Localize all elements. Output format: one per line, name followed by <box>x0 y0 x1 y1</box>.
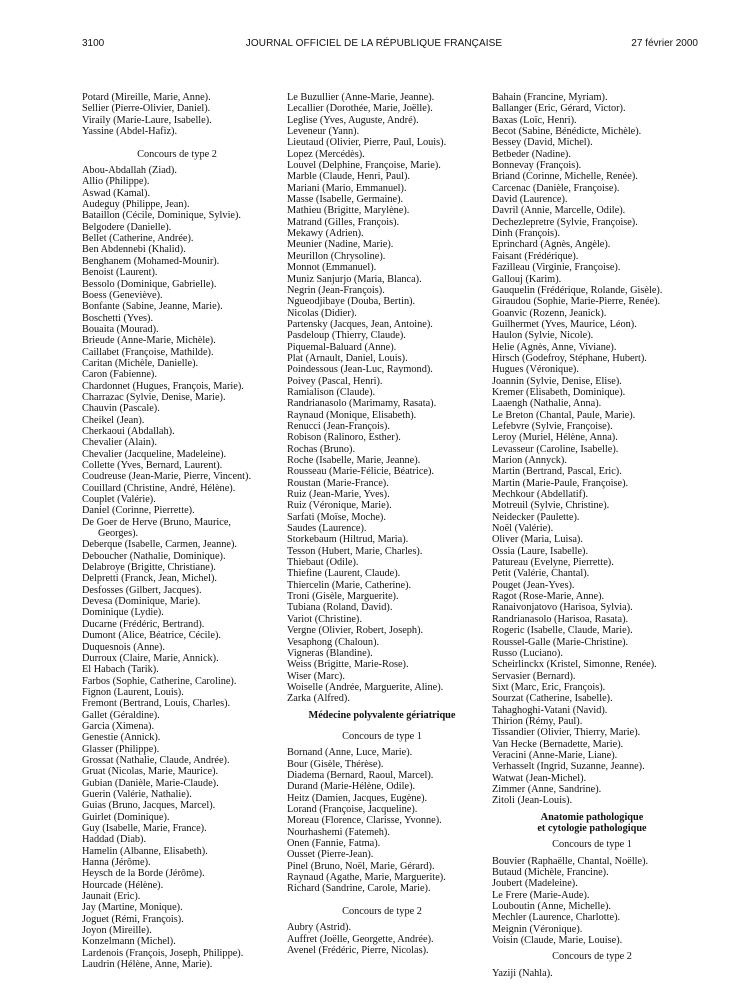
list-item: Konzelmann (Michel). <box>82 936 176 948</box>
list-item: Potard (Mireille, Marie, Anne). <box>82 92 211 103</box>
list-item: Roche (Isabelle, Marie, Jeanne). <box>287 455 421 466</box>
list-item: Hugues (Véronique). <box>492 364 579 376</box>
list-item: Oliver (Maria, Luisa). <box>492 534 583 546</box>
list-item: Heysch de la Borde (Jérôme). <box>82 868 205 880</box>
list-item: Laudrin (Hélène, Anne, Marie). <box>82 959 213 971</box>
list-item: Charrazac (Sylvie, Denise, Marie). <box>82 391 226 403</box>
specialty-heading-line2: et cytologie pathologique <box>537 823 647 834</box>
list-item: Gruat (Nicolas, Marie, Maurice). <box>82 766 219 778</box>
column-right <box>492 92 692 979</box>
competition-heading: Concours de type 2 <box>342 906 422 918</box>
list-item: Le Frere (Marie-Aude). <box>492 889 590 901</box>
list-item: Davril (Annie, Marcelle, Odile). <box>492 205 626 217</box>
name-list <box>287 922 477 956</box>
list-item: Brieude (Anne-Marie, Michèle). <box>82 335 216 347</box>
list-item: Leroy (Muriel, Hélène, Anna). <box>492 432 618 444</box>
list-item: Lieutaud (Olivier, Pierre, Paul, Louis). <box>287 137 447 149</box>
list-item: Bouvier (Raphaëlle, Chantal, Noëlle). <box>492 855 649 867</box>
list-item: Hourcade (Hélène). <box>82 879 164 891</box>
list-item: Gallet (Géraldine). <box>82 709 160 721</box>
list-item: Allio (Philippe). <box>82 176 150 188</box>
list-item: Plat (Arnault, Daniel, Louis). <box>287 352 408 364</box>
list-item: Louvel (Delphine, Françoise, Marie). <box>287 160 441 172</box>
list-item: Ben Abdennebi (Khalid). <box>82 244 186 256</box>
list-item: Mekawy (Adrien). <box>287 228 364 240</box>
list-item: Bonfante (Sabine, Jeanne, Marie). <box>82 301 223 313</box>
list-item: Dumont (Alice, Béatrice, Cécile). <box>82 630 221 642</box>
list-item: Lopez (Mercédès). <box>287 148 365 160</box>
list-item: Lorand (Françoise, Jacqueline). <box>287 803 418 815</box>
list-item: Heitz (Damien, Jacques, Eugène). <box>287 792 428 804</box>
list-item: Delabroye (Brigitte, Christiane). <box>82 562 216 574</box>
name-list <box>492 856 692 947</box>
competition-heading: Concours de type 2 <box>552 951 632 963</box>
list-item: Zarka (Alfred). <box>287 693 350 705</box>
name-list <box>287 747 477 894</box>
list-item: Pouget (Jean-Yves). <box>492 579 575 591</box>
list-item: Mechler (Laurence, Charlotte). <box>492 912 621 924</box>
list-item: Ossia (Laure, Isabelle). <box>492 545 589 557</box>
specialty-heading: Médecine polyvalente gériatrique <box>308 709 456 721</box>
list-item: Jay (Martine, Monique). <box>82 902 183 914</box>
list-item: Belgodere (Danielle). <box>82 221 172 233</box>
name-list <box>492 92 692 807</box>
list-item: Louboutin (Anne, Michelle). <box>492 901 611 913</box>
list-item: Storkebaum (Hiltrud, Maria). <box>287 534 409 546</box>
list-item: Randrianasolo (Marimamy, Rasata). <box>287 398 437 410</box>
list-item: Caron (Fabienne). <box>82 369 157 381</box>
list-item: Ducarne (Frédéric, Bertrand). <box>82 618 205 630</box>
list-item: Eprinchard (Agnès, Angèle). <box>492 239 611 251</box>
list-item: Hanna (Jérôme). <box>82 857 151 869</box>
list-item: Martin (Bertrand, Pascal, Eric). <box>492 466 622 478</box>
list-item: Vergne (Olivier, Robert, Joseph). <box>287 625 424 637</box>
list-item: Joubert (Madeleine). <box>492 878 578 890</box>
list-item: Nourhashemi (Fatemeh). <box>287 826 390 838</box>
list-item: Hirsch (Godefroy, Stéphane, Hubert). <box>492 352 647 364</box>
list-item: Bahain (Francine, Myriam). <box>492 92 608 103</box>
list-item: Russo (Luciano). <box>492 647 563 659</box>
name-list <box>82 539 272 970</box>
list-item: Joannin (Sylvie, Denise, Elise). <box>492 375 622 387</box>
list-item: Coudreuse (Jean-Marie, Pierre, Vincent). <box>82 471 252 483</box>
list-item: Thiercelin (Marie, Catherine). <box>287 579 412 591</box>
list-item: Desfosses (Gilbert, Jacques). <box>82 584 202 596</box>
list-item: Martin (Marie-Paule, Françoise). <box>492 477 629 489</box>
list-item: Poindessous (Jean-Luc, Raymond). <box>287 364 433 376</box>
name-list <box>287 92 477 705</box>
name-list <box>82 92 272 137</box>
list-item: Bataillon (Cécile, Dominique, Sylvie). <box>82 210 241 222</box>
list-item: Guy (Isabelle, Marie, France). <box>82 823 207 834</box>
list-item: Carcenac (Danièle, Françoise). <box>492 182 620 194</box>
list-item: Renucci (Jean-François). <box>287 420 390 432</box>
list-item: Motreuil (Sylvie, Christine). <box>492 500 610 512</box>
list-item: Meurillon (Chrysoline). <box>287 250 386 262</box>
list-item: Onen (Fannie, Fatma). <box>287 838 381 849</box>
list-item: Audeguy (Philippe, Jean). <box>82 199 190 211</box>
list-item: Thirion (Rémy, Paul). <box>492 715 583 727</box>
list-item: Vigneras (Blandine). <box>287 647 373 659</box>
list-item: Diadema (Bernard, Raoul, Marcel). <box>287 769 434 781</box>
list-item: Gallouj (Karim). <box>492 273 562 285</box>
list-item: Monnot (Emmanuel). <box>287 262 377 274</box>
list-item: Bonnevay (François). <box>492 160 582 172</box>
list-item: Bessey (David, Michel). <box>492 137 593 149</box>
list-item: Lefebvre (Sylvie, Françoise). <box>492 420 613 432</box>
list-item: Ramialison (Claude). <box>287 386 376 398</box>
list-item: Duquesnois (Anne). <box>82 641 165 653</box>
list-item: Marion (Annyck). <box>492 455 567 466</box>
list-item: Gauquelin (Frédérique, Rolande, Gisèle). <box>492 284 663 296</box>
list-item: Tahaghoghi-Vatani (Navid). <box>492 704 608 716</box>
list-item: Chevalier (Alain). <box>82 437 157 449</box>
list-item: Boess (Geneviève). <box>82 289 163 301</box>
competition-heading: Concours de type 2 <box>137 148 217 160</box>
list-item: Guerin (Valérie, Nathalie). <box>82 788 192 800</box>
list-item: Briand (Corinne, Michelle, Renée). <box>492 171 638 183</box>
list-item: Bellet (Catherine, Andrée). <box>82 233 194 245</box>
list-item: Raynaud (Monique, Elisabeth). <box>287 409 417 421</box>
list-item: Zitoli (Jean-Louis). <box>492 795 573 807</box>
name-list <box>82 165 272 517</box>
list-item: Kremer (Elisabeth, Dominique). <box>492 386 626 398</box>
list-item: Cherkaoui (Abdallah). <box>82 425 175 437</box>
list-item: Haulon (Sylvie, Nicole). <box>492 330 594 342</box>
list-item: Ruiz (Véronique, Marie). <box>287 500 392 512</box>
list-item: Durroux (Claire, Marie, Annick). <box>82 652 219 664</box>
list-item: Noël (Valérie). <box>492 523 554 535</box>
list-item: Pasdeloup (Thierry, Claude). <box>287 330 406 342</box>
list-item: Thiebaut (Odile). <box>287 557 359 569</box>
list-item: Guirlet (Dominique). <box>82 811 170 823</box>
list-item: Abou-Abdallah (Ziad). <box>82 165 177 177</box>
list-item: Couplet (Valérie). <box>82 494 156 506</box>
list-item: Verhasselt (Ingrid, Suzanne, Jeanne). <box>492 761 645 773</box>
list-item: Raynaud (Agathe, Marie, Marguerite). <box>287 872 446 884</box>
list-item: Avenel (Frédéric, Pierre, Nicolas). <box>287 945 429 957</box>
list-item-continuation: Georges). <box>98 528 139 540</box>
list-item: Zimmer (Anne, Sandrine). <box>492 783 602 795</box>
list-item: Becot (Sabine, Bénédicte, Michèle). <box>492 126 642 138</box>
list-item: Bessolo (Dominique, Gabrielle). <box>82 278 217 290</box>
list-item: Collette (Yves, Bernard, Laurent). <box>82 460 223 471</box>
list-item: Hamelin (Albanne, Elisabeth). <box>82 845 208 857</box>
list-item: Pinel (Bruno, Noël, Marie, Gérard). <box>287 860 435 872</box>
list-item: Lardenois (François, Joseph, Philippe). <box>82 947 244 959</box>
list-item: Yassine (Abdel-Hafiz). <box>82 126 178 138</box>
list-item: Mechkour (Abdellatif). <box>492 489 589 501</box>
list-item: Rogeric (Isabelle, Claude, Marie). <box>492 625 633 637</box>
list-item: Ranaivonjatovo (Harisoa, Sylvia). <box>492 602 633 614</box>
list-item: Tissandier (Olivier, Thierry, Marie). <box>492 727 641 739</box>
list-item: Rousseau (Marie-Félicie, Béatrice). <box>287 466 434 478</box>
list-item: Caritan (Michèle, Danielle). <box>82 357 199 369</box>
list-item: Robison (Ralinoro, Esther). <box>287 432 401 444</box>
list-item: Roustan (Marie-France). <box>287 477 389 489</box>
list-item: Le Breton (Chantal, Paule, Marie). <box>492 409 636 421</box>
list-item: Randrianasolo (Harisoa, Rasata). <box>492 613 629 625</box>
list-item: Goanvic (Rozenn, Jeanick). <box>492 307 607 319</box>
list-item: Benoist (Laurent). <box>82 267 158 279</box>
list-item: Farbos (Sophie, Catherine, Caroline). <box>82 675 237 687</box>
list-item: Grossat (Nathalie, Claude, Andrée). <box>82 754 230 766</box>
list-item: Partensky (Jacques, Jean, Antoine). <box>287 318 433 330</box>
list-item: Piquemal-Baluard (Anne). <box>287 341 397 353</box>
list-item: Delpretti (Franck, Jean, Michel). <box>82 573 217 585</box>
list-item: Ousset (Pierre-Jean). <box>287 849 374 861</box>
list-item: Masse (Isabelle, Germaine). <box>287 194 404 206</box>
list-item: Roussel-Galle (Marie-Christine). <box>492 636 629 648</box>
list-item: Le Buzullier (Anne-Marie, Jeanne). <box>287 92 435 103</box>
list-item: Fazilleau (Virginie, Françoise). <box>492 262 621 274</box>
list-item: Sixt (Marc, Eric, François). <box>492 681 606 693</box>
list-item: Mathieu (Brigitte, Marylène). <box>287 205 410 217</box>
list-item: Patureau (Evelyne, Pierrette). <box>492 557 614 569</box>
list-item: Giraudou (Sophie, Marie-Pierre, Renée). <box>492 296 661 308</box>
list-item: Boschetti (Yves). <box>82 312 154 324</box>
list-item: Garcia (Ximena). <box>82 720 155 732</box>
list-item: Wiser (Marc). <box>287 670 345 682</box>
column-middle <box>287 92 477 956</box>
list-item: Guias (Bruno, Jacques, Marcel). <box>82 800 216 812</box>
list-item: Voisin (Claude, Marie, Louise). <box>492 935 623 947</box>
list-item: Gubian (Danièle, Marie-Claude). <box>82 777 219 789</box>
list-item: Butaud (Michèle, Francine). <box>492 867 609 879</box>
list-item: Viraily (Marie-Laure, Isabelle). <box>82 114 212 126</box>
list-item: Sellier (Pierre-Olivier, Daniel). <box>82 103 211 115</box>
list-item: Marble (Claude, Henri, Paul). <box>287 171 410 183</box>
list-item: Variot (Christine). <box>287 613 362 625</box>
list-item: Matrand (Gilles, François). <box>287 216 400 228</box>
list-item: Chevalier (Jacqueline, Madeleine). <box>82 448 227 460</box>
list-item: El Habach (Tarik). <box>82 664 159 676</box>
list-item: David (Laurence). <box>492 194 568 206</box>
list-item: Genestie (Annick). <box>82 732 161 744</box>
list-item: Bouaita (Mourad). <box>82 323 159 335</box>
list-item: Van Hecke (Bernadette, Marie). <box>492 738 624 750</box>
list-item: Sarfati (Moïse, Moche). <box>287 511 386 523</box>
list-item: Jaunait (Eric). <box>82 891 141 903</box>
list-item: Troni (Gisèle, Marguerite). <box>287 591 399 603</box>
list-item: Benghanem (Mohamed-Mounir). <box>82 255 220 267</box>
specialty-heading: Anatomie pathologique <box>540 811 644 823</box>
list-item: Durand (Marie-Hélène, Odile). <box>287 781 416 793</box>
page-header <box>0 38 748 52</box>
list-item: Neidecker (Paulette). <box>492 511 580 523</box>
list-item: Cheikel (Jean). <box>82 414 145 426</box>
list-item: Ragot (Rose-Marie, Anne). <box>492 591 605 603</box>
list-item: Aubry (Astrid). <box>287 922 352 934</box>
list-item: Yaziji (Nahla). <box>492 967 553 979</box>
list-item: Dinh (François). <box>492 228 561 240</box>
list-item: Chardonnet (Hugues, François, Marie). <box>82 380 244 392</box>
list-item: Deberque (Isabelle, Carmen, Jeanne). <box>82 539 237 551</box>
competition-heading: Concours de type 1 <box>342 730 422 742</box>
list-item: Veracini (Anne-Marie, Liane). <box>492 749 618 761</box>
list-item: Baxas (Loïc, Henri). <box>492 114 577 126</box>
list-item: Haddad (Diab). <box>82 834 147 846</box>
list-item: Nicolas (Didier). <box>287 307 357 319</box>
list-item: Ballanger (Eric, Gérard, Victor). <box>492 103 626 115</box>
list-item: Thiefine (Laurent, Claude). <box>287 568 401 580</box>
list-item: Auffret (Joëlle, Georgette, Andrée). <box>287 933 434 945</box>
list-item: Levasseur (Caroline, Isabelle). <box>492 443 619 455</box>
list-item: Poivey (Pascal, Henri). <box>287 375 383 387</box>
list-item: De Goer de Herve (Bruno, Maurice, <box>82 516 231 528</box>
list-item: Lecallier (Dorothée, Marie, Joëlle). <box>287 103 433 115</box>
list-item: Petit (Valérie, Chantal). <box>492 568 590 580</box>
list-item: Joguet (Rémi, François). <box>82 913 184 925</box>
list-item: Deboucher (Nathalie, Dominique). <box>82 550 226 562</box>
list-item: Aswad (Kamal). <box>82 187 151 199</box>
list-item: Scheirlinckx (Kristel, Simonne, Renée). <box>492 659 657 671</box>
column-left <box>82 92 272 970</box>
list-item: Devesa (Dominique, Marie). <box>82 596 201 608</box>
list-item: Caillabet (Françoise, Mathilde). <box>82 346 214 358</box>
journal-title: JOURNAL OFFICIEL DE LA RÉPUBLIQUE FRANÇAISE <box>245 38 503 49</box>
list-item: Tubiana (Roland, David). <box>287 602 393 614</box>
list-item: Bour (Gisèle, Thérèse). <box>287 758 384 770</box>
list-item: Daniel (Corinne, Pierrette). <box>82 505 195 517</box>
list-item: Betbeder (Nadine). <box>492 148 571 160</box>
list-item: Moreau (Florence, Clarisse, Yvonne). <box>287 815 442 827</box>
list-item: Chauvin (Pascale). <box>82 403 160 415</box>
list-item: Servasier (Bernard). <box>492 670 576 682</box>
list-item: Leglise (Yves, Auguste, André). <box>287 114 419 126</box>
list-item: Ruiz (Jean-Marie, Yves). <box>287 489 390 501</box>
list-item: Mariani (Mario, Emmanuel). <box>287 182 407 194</box>
list-item: Tesson (Hubert, Marie, Charles). <box>287 545 423 557</box>
list-item: Fignon (Laurent, Louis). <box>82 686 184 698</box>
list-item: Couillard (Christine, André, Hélène). <box>82 482 236 494</box>
list-item: Faisant (Frédérique). <box>492 250 579 262</box>
list-item: Glasser (Philippe). <box>82 743 160 755</box>
list-item: Meunier (Nadine, Marie). <box>287 239 394 251</box>
list-item: Joyon (Mireille). <box>82 925 152 937</box>
list-item: Helie (Agnès, Anne, Viviane). <box>492 341 617 353</box>
list-item: Guilhermet (Yves, Maurice, Léon). <box>492 318 637 330</box>
publication-date: 27 février 2000 <box>631 38 698 49</box>
list-item: Bornand (Anne, Luce, Marie). <box>287 747 413 759</box>
list-item: Vesaphong (Chaloun). <box>287 636 380 648</box>
list-item: Fremont (Bertrand, Louis, Charles). <box>82 698 231 710</box>
list-item: Leveneur (Yann). <box>287 126 360 138</box>
list-item: Ngueodjibaye (Douba, Bertin). <box>287 296 416 308</box>
competition-heading: Concours de type 1 <box>552 839 632 851</box>
list-item: Watwat (Jean-Michel). <box>492 772 587 784</box>
list-item: Meignin (Véronique). <box>492 923 583 935</box>
list-item: Muniz Sanjurjo (Maria, Blanca). <box>287 273 422 285</box>
list-item: Richard (Sandrine, Carole, Marie). <box>287 883 431 895</box>
list-item: Dominique (Lydie). <box>82 607 164 619</box>
page-number: 3100 <box>82 38 105 49</box>
list-item: Laaengh (Nathalie, Anna). <box>492 398 602 410</box>
list-item: Saudes (Laurence). <box>287 523 367 535</box>
list-item: Woiselle (Andrée, Marguerite, Aline). <box>287 681 444 693</box>
list-item: Weiss (Brigitte, Marie-Rose). <box>287 659 409 671</box>
list-item: Rochas (Bruno). <box>287 443 356 455</box>
name-list <box>492 968 692 979</box>
list-item: Sourzat (Catherine, Isabelle). <box>492 693 613 705</box>
list-item: Negrin (Jean-François). <box>287 284 385 296</box>
list-item: Dechezlepretre (Sylvie, Françoise). <box>492 216 638 228</box>
